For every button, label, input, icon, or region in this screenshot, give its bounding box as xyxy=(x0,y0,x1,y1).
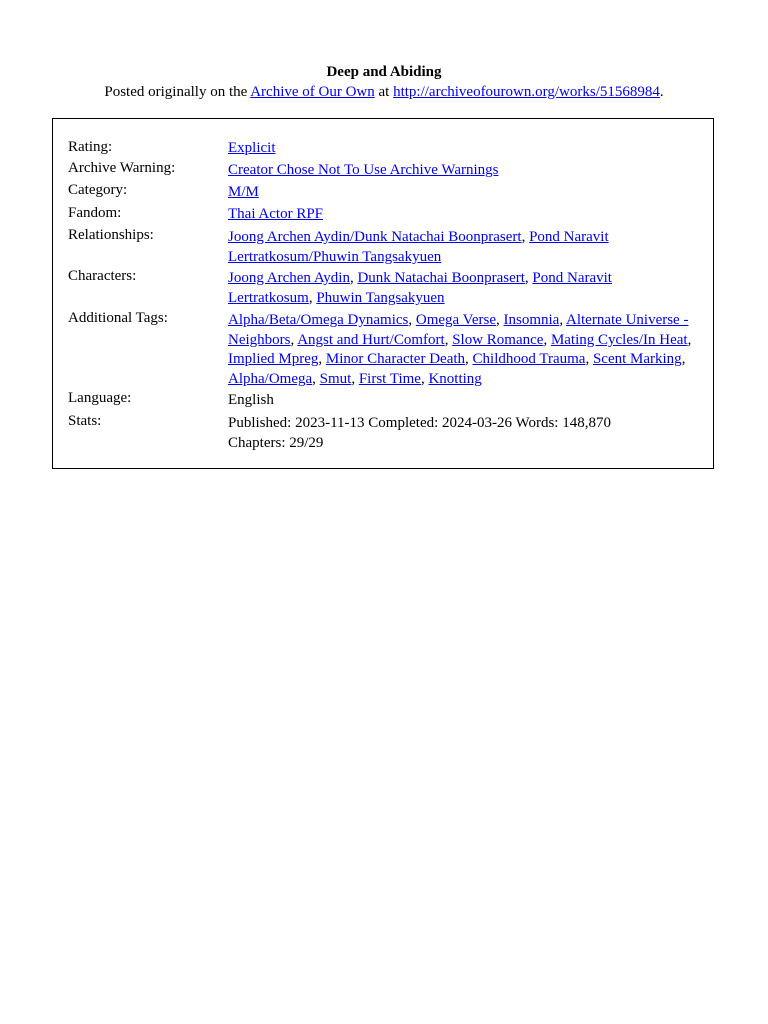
fandom-label: Fandom: xyxy=(68,205,122,221)
additional-tags-label: Additional Tags: xyxy=(68,310,168,326)
posted-suffix: . xyxy=(659,84,664,100)
relationships-label: Relationships: xyxy=(68,227,154,243)
characters-list: Joong Archen Aydin, Dunk Natachai Boonprasert, Pond Naravit Lertratkosum, Phuwin Tangsakyuen xyxy=(228,270,612,306)
character-tag[interactable]: Phuwin Tangsakyuen xyxy=(316,289,445,306)
chapters-count: 29/29 xyxy=(289,434,324,451)
chapters-label: Chapters: xyxy=(228,434,286,451)
additional-tag[interactable]: Knotting xyxy=(428,371,482,388)
additional-tag[interactable]: Implied Mpreg xyxy=(228,351,319,368)
archive-warning-label: Archive Warning: xyxy=(68,160,176,176)
additional-tag[interactable]: Scent Marking xyxy=(592,351,682,368)
additional-tag[interactable]: Smut xyxy=(319,371,352,388)
additional-tag[interactable]: Insomnia xyxy=(503,312,560,328)
stats-label: Stats: xyxy=(68,413,102,429)
category-label: Category: xyxy=(68,182,128,198)
published-date: 2023-11-13 xyxy=(295,415,365,431)
posted-prefix: Posted originally on the xyxy=(104,84,251,100)
character-tag[interactable]: Joong Archen Aydin xyxy=(228,270,350,286)
words-count: 148,870 xyxy=(562,415,611,431)
additional-tag[interactable]: Mating Cycles/In Heat xyxy=(550,331,688,348)
archive-warning-link[interactable]: Creator Chose Not To Use Archive Warnings xyxy=(228,162,499,178)
additional-tag[interactable]: Angst and Hurt/Comfort xyxy=(297,331,445,348)
archive-link[interactable]: Archive of Our Own xyxy=(250,84,375,100)
language-value: English xyxy=(228,392,274,408)
additional-tag[interactable]: Alpha/Omega xyxy=(228,371,313,388)
additional-tag[interactable]: Slow Romance xyxy=(452,331,544,348)
relationship-tag[interactable]: Pond Naravit Lertratkosum/Phuwin Tangsakyuen xyxy=(228,229,609,265)
words-label: Words: xyxy=(515,415,559,431)
fandom-link[interactable]: Thai Actor RPF xyxy=(228,206,324,222)
posted-line xyxy=(0,82,768,102)
character-tag[interactable]: Dunk Natachai Boonprasert xyxy=(357,270,525,286)
published-label: Published: xyxy=(228,415,292,431)
category-link[interactable]: M/M xyxy=(228,184,259,200)
work-header xyxy=(0,62,768,102)
character-tag[interactable]: Pond Naravit Lertratkosum xyxy=(228,270,612,306)
relationship-tag[interactable]: Joong Archen Aydin/Dunk Natachai Boonprasert xyxy=(228,229,522,245)
completed-date: 2024-03-26 xyxy=(442,415,513,431)
posted-mid: at xyxy=(374,84,394,100)
work-title: Deep and Abiding xyxy=(326,64,442,80)
additional-tag[interactable]: Omega Verse xyxy=(415,312,496,328)
rating-link[interactable]: Explicit xyxy=(228,140,276,156)
work-url-link[interactable]: http://archiveofourown.org/works/51568984 xyxy=(393,84,660,100)
additional-tags-list: Alpha/Beta/Omega Dynamics, Omega Verse, Insomnia, Alternate Universe - Neighbors, Angst and Hurt/Comfort, Slow Romance, Mating Cycles/In Heat, Implied Mpreg, Minor Character Death, Childhood Trauma, Scent Marking, Alpha/Omega, Smut, First Time, Knotting xyxy=(228,312,692,388)
stats-value xyxy=(228,414,698,453)
work-metadata-box xyxy=(52,118,714,469)
rating-label: Rating: xyxy=(68,139,113,155)
characters-label: Characters: xyxy=(68,268,137,284)
language-label: Language: xyxy=(68,390,132,406)
additional-tag[interactable]: Alpha/Beta/Omega Dynamics xyxy=(228,312,409,328)
additional-tag[interactable]: Minor Character Death xyxy=(325,351,466,368)
relationships-list: Joong Archen Aydin/Dunk Natachai Boonprasert, Pond Naravit Lertratkosum/Phuwin Tangsakyuen xyxy=(228,229,609,265)
completed-label: Completed: xyxy=(368,415,439,431)
additional-tag[interactable]: Alternate Universe - Neighbors xyxy=(228,312,689,348)
additional-tag[interactable]: Childhood Trauma xyxy=(472,351,586,368)
additional-tag[interactable]: First Time xyxy=(358,371,421,388)
